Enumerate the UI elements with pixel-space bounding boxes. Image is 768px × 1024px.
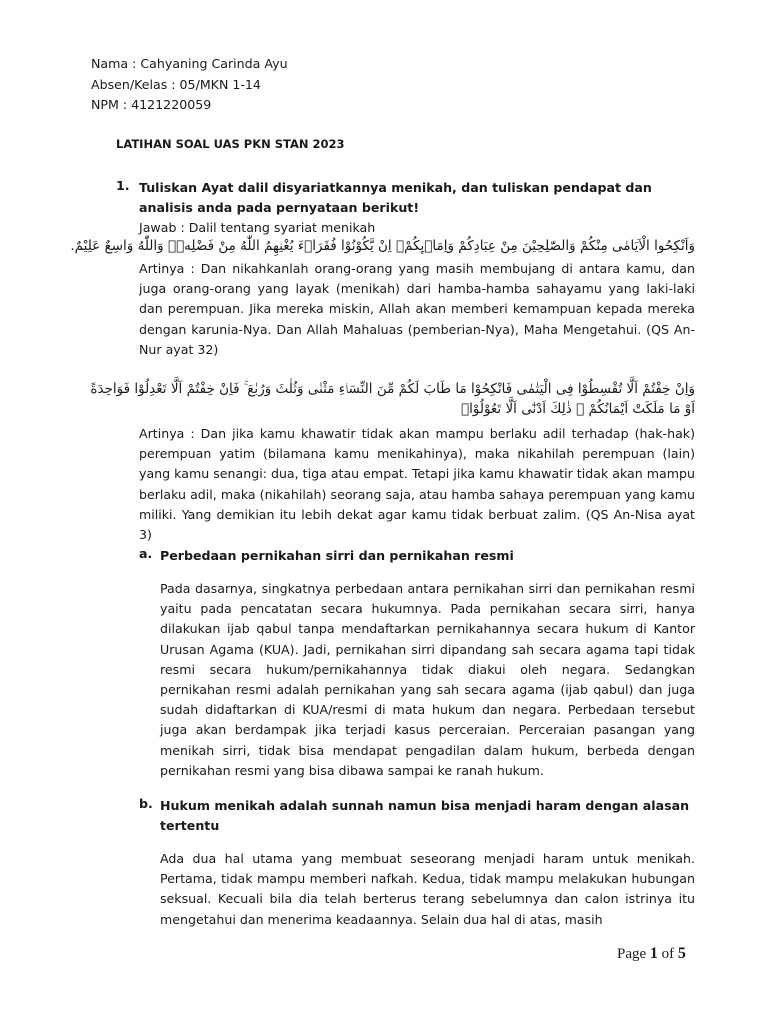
page-total: 5 <box>677 945 686 962</box>
arabic-verse-an-nur: وَاَنْكِحُوا الْاَيَامٰى مِنْكُمْ وَالصّٰلِحِيْنَ مِنْ عِبَادِكُمْ وَاِمَاۤىِٕكُمْۗ اِنْ يَّكُوْنُوْا فُقَرَاۤءَ يُغْنِهِمُ اللّٰهُ مِنْ فَضْلِهٖۗ وَاللّٰهُ وَاسِعٌ عَلِيْمٌ. <box>70 238 695 254</box>
page-word: Page <box>617 946 647 962</box>
question-number: 1. <box>116 178 130 193</box>
student-class: Absen/Kelas : 05/MKN 1-14 <box>91 77 261 92</box>
page-footer <box>617 945 686 963</box>
section-a-heading: Perbedaan pernikahan sirri dan pernikahan resmi <box>160 548 514 563</box>
of-word: of <box>661 946 675 962</box>
section-b-heading: Hukum menikah adalah sunnah namun bisa menjadi haram dengan alasan tertentu <box>160 798 690 833</box>
student-name: Nama : Cahyaning Carinda Ayu <box>91 56 288 71</box>
document-title: LATIHAN SOAL UAS PKN STAN 2023 <box>116 137 345 151</box>
page-current: 1 <box>649 945 658 962</box>
question-text: Tuliskan Ayat dalil disyariatkannya menikah, dan tuliskan pendapat dan analisis anda pada pernyataan berikut! <box>139 180 652 215</box>
translation-an-nur: Artinya : Dan nikahkanlah orang-orang yang masih membujang di antara kamu, dan juga orang-orang yang layak (menikah) dari hamba-hamba sahayamu yang laki-laki dan perempuan. Jika mereka miskin, Allah akan memberi kemampuan kepada mereka dengan karunia-Nya. Dan Allah Mahaluas (pemberian-Nya), Maha Mengetahui. (QS An-Nur ayat 32) <box>139 261 695 357</box>
translation-an-nisa: Artinya : Dan jika kamu khawatir tidak akan mampu berlaku adil terhadap (hak-hak) perempuan yatim (bilamana kamu menikahinya), maka nikahilah perempuan (lain) yang kamu senangi: dua, tiga atau empat. Tetapi jika kamu khawatir tidak akan mampu berlaku adil, maka (nikahilah) seorang saja, atau hamba sahaya perempuan yang kamu miliki. Yang demikian itu lebih dekat agar kamu tidak berbuat zalim. (QS An-Nisa ayat 3) <box>139 426 695 543</box>
arabic-verse-an-nisa-line1: وَاِنْ خِفْتُمْ اَلَّا تُقْسِطُوْا فِى الْيَتٰمٰى فَانْكِحُوْا مَا طَابَ لَكُمْ مِّنَ النِّسَاۤءِ مَثْنٰى وَثُلٰثَ وَرُبٰعَ ۚ فَاِنْ خِفْتُمْ اَلَّا تَعْدِلُوْا فَوَاحِدَةً <box>90 381 695 397</box>
section-a-body: Pada dasarnya, singkatnya perbedaan antara pernikahan sirri dan pernikahan resmi yaitu pada pencatatan secara hukumnya. Pada pernikahan secara sirri, hanya dilakukan ijab qabul tanpa mendaftarkan pernikahannya secara hukum di Kantor Urusan Agama (KUA). Jadi, pernikahan sirri dipandang sah secara agama tapi tidak resmi secara hukum/pernikahannya tidak diakui oleh negara. Sedangkan pernikahan resmi adalah pernikahan yang sah secara agama (ijab qabul) dan juga sudah didaftarkan di KUA/resmi di mata hukum dan negara. Perbedaan tersebut juga akan berdampak jika terjadi kasus perceraian. Perceraian pasangan yang menikah sirri, tidak bisa mendapat pengadilan dalam hukum, berbeda dengan pernikahan resmi yang bisa dibawa sampai ke ranah hukum. <box>160 581 695 778</box>
arabic-verse-an-nisa-line2: اَوْ مَا مَلَكَتْ اَيْمَانُكُمْ ۗ ذٰلِكَ اَدْنٰٓى اَلَّا تَعُوْلُوْاۗ <box>461 401 695 417</box>
section-b-body: Ada dua hal utama yang membuat seseorang menjadi haram untuk menikah. Pertama, tidak mampu memberi nafkah. Kedua, tidak mampu melakukan hubungan seksual. Kecuali bila dia telah berterus terang sebelumnya dan calon istrinya itu mengetahui dan menerima keadaannya. Selain dua hal di atas, masih <box>160 851 695 927</box>
section-b-label: b. <box>139 796 153 811</box>
student-npm: NPM : 4121220059 <box>91 97 212 112</box>
section-a-label: a. <box>139 546 153 561</box>
answer-intro: Jawab : Dalil tentang syariat menikah <box>139 220 376 235</box>
